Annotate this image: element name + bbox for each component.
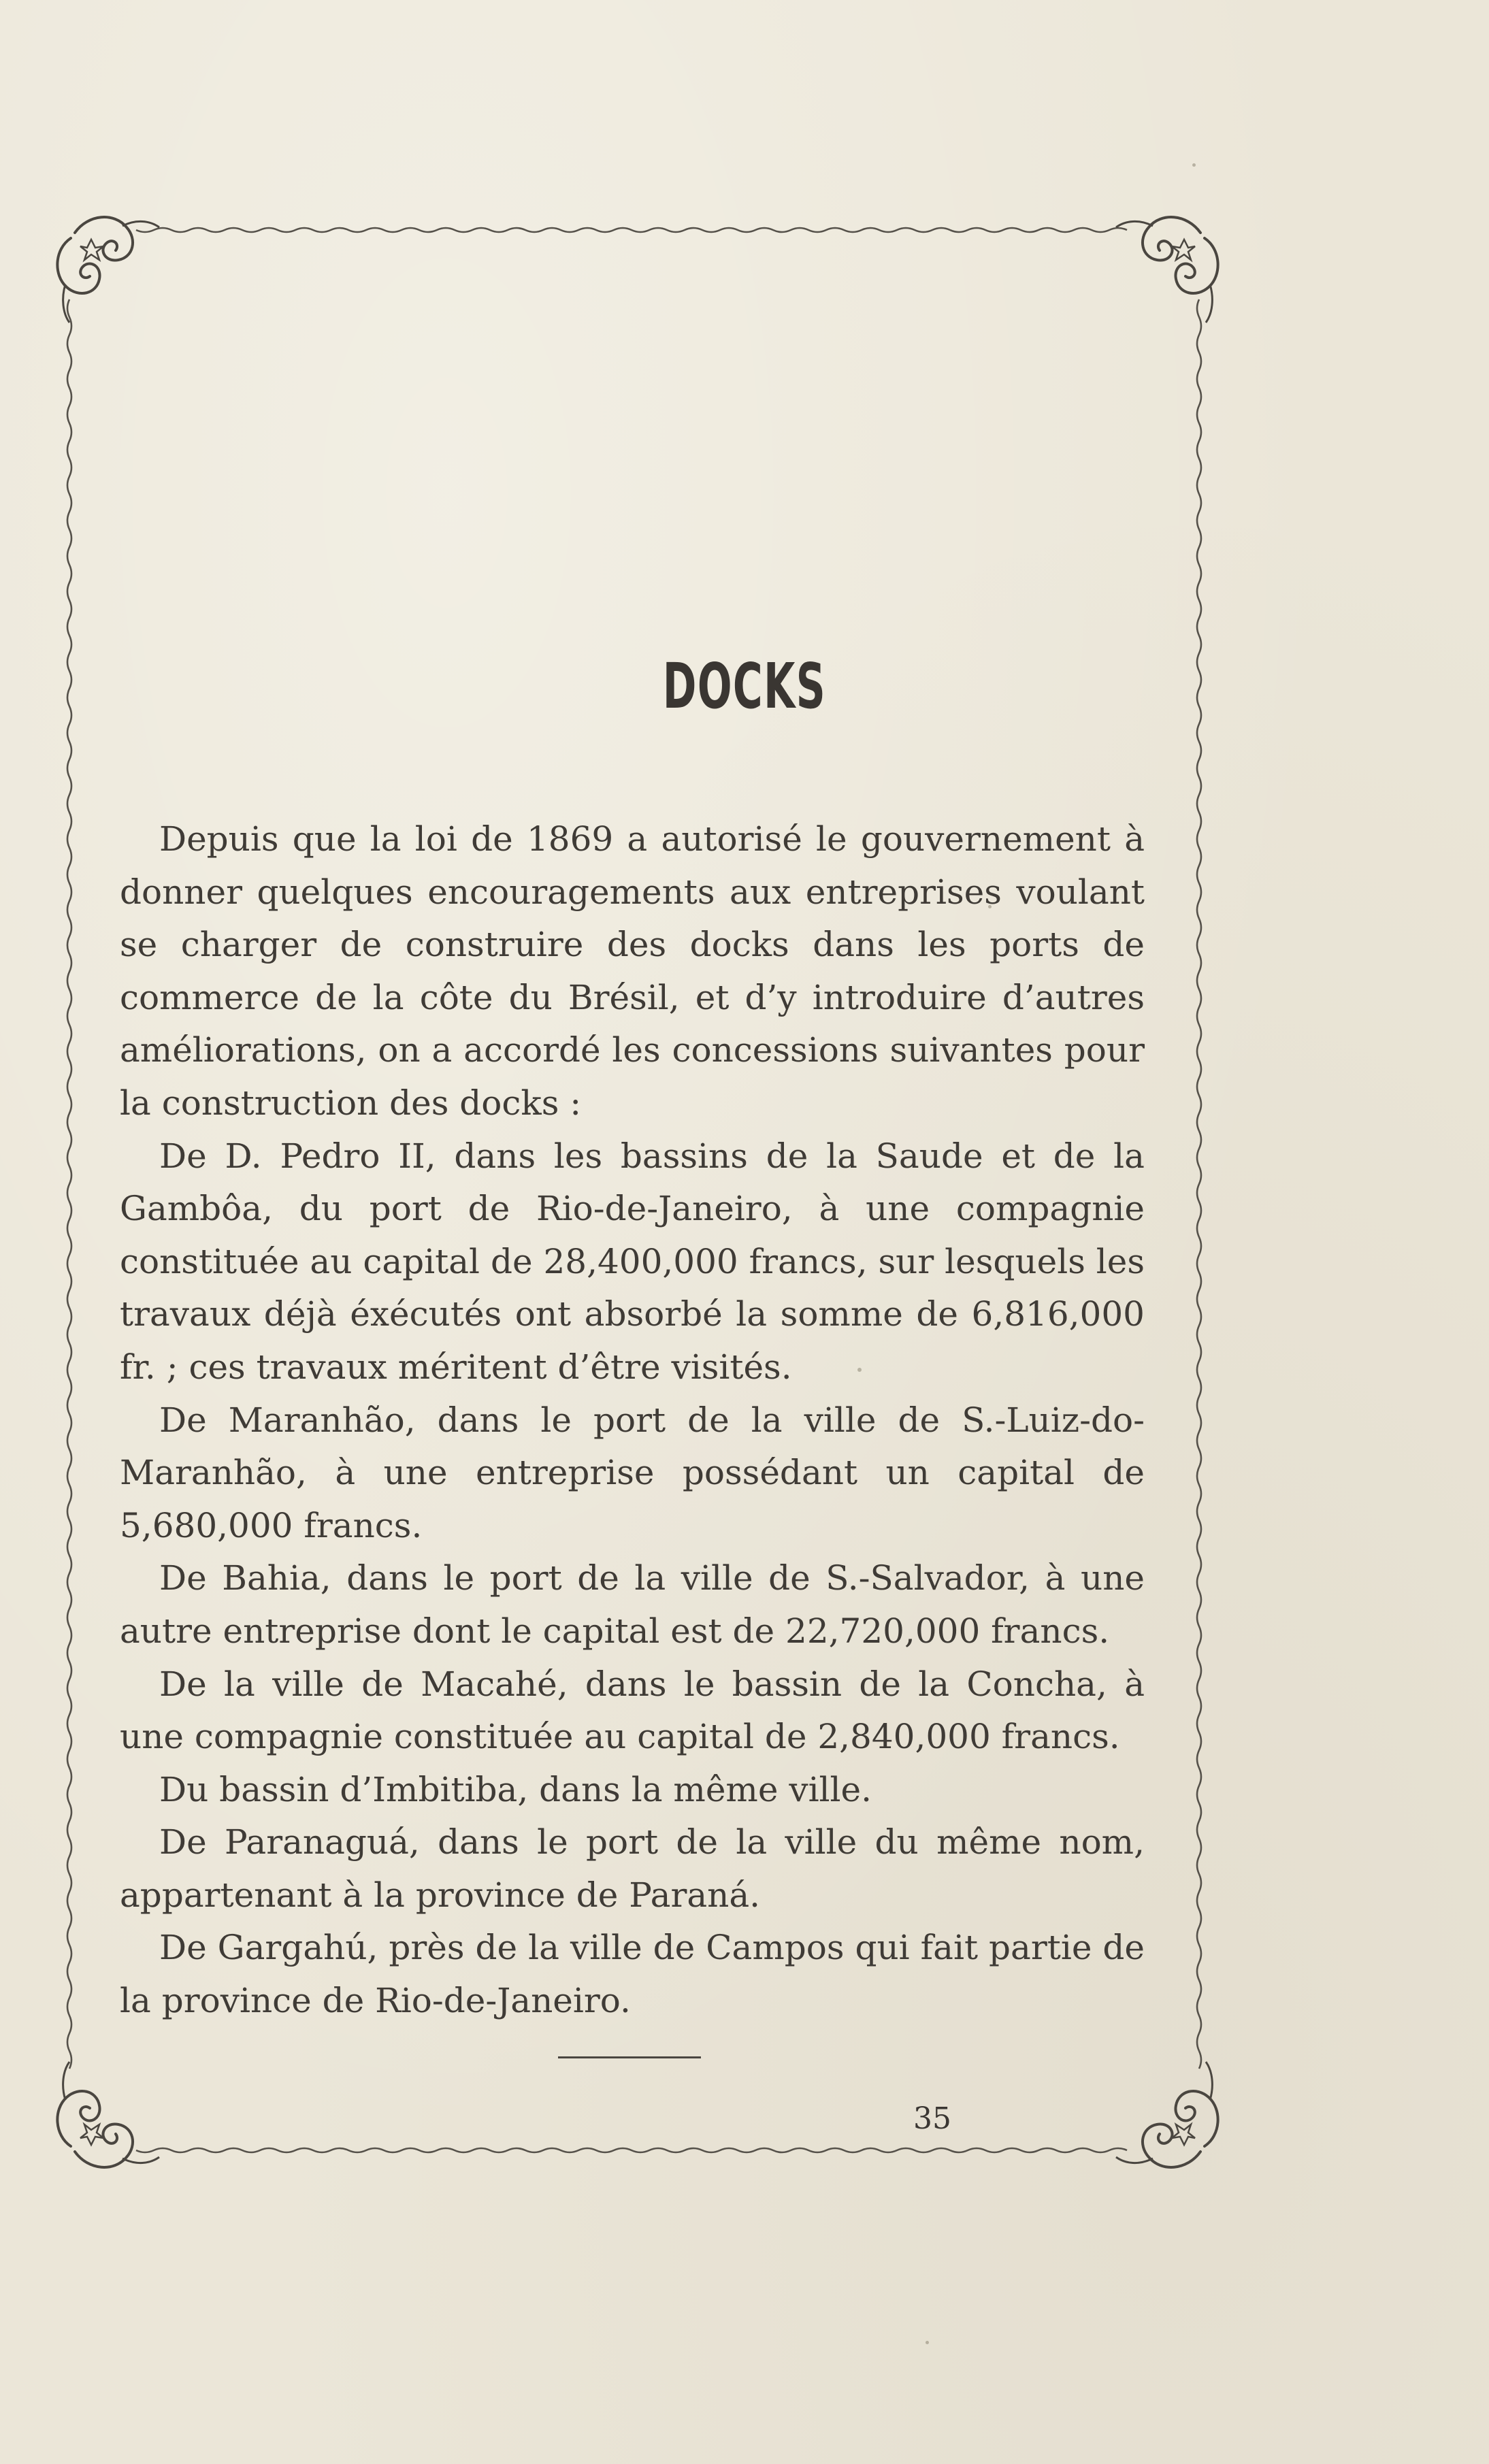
paragraph: De la ville de Macahé, dans le bassin de la Concha, à une compagnie constituée au capital de 2,840,000 francs. [120,1664,1145,1757]
page-number: 35 [913,2101,951,2136]
foxing-spot [988,905,992,908]
paragraph: De Paranaguá, dans le port de la ville du même nom, appartenant à la province de Paraná. [120,1822,1145,1915]
foxing-spot [1192,163,1196,167]
paragraph: De Bahia, dans le port de la ville de S.-Salvador, à une autre entreprise dont le capital est de 22,720,000 francs. [120,1558,1145,1651]
paragraph: Du bassin d’Imbitiba, dans la même ville. [159,1769,872,1809]
paragraph: De Maranhão, dans le port de la ville de S.-Luiz-do-Maranhão, à une entreprise possédant un capital de 5,680,000 francs. [120,1400,1145,1545]
paragraph: Depuis que la loi de 1869 a autorisé le gouvernement à donner quelques encouragements aux entreprises voulant se charger de construire des docks dans les ports de commerce de la côte du Brésil, et d’y introduire d’autres améliorations, on a accordé les concessions suivantes pour la construction des docks : [120,819,1145,1123]
paragraph: De D. Pedro II, dans les bassins de la Saude et de la Gambôa, du port de Rio-de-Janeiro, à une compagnie constituée au capital de 28,400,000 francs, sur lesquels les travaux déjà éxécutés ont absorbé la somme de 6,816,000 fr. ; ces travaux méritent d’être visités. [120,1136,1145,1387]
foxing-spot [926,2341,929,2344]
body-text [120,813,1145,2028]
closing-rule [558,2056,701,2058]
paragraph: De Gargahú, près de la ville de Campos qui fait partie de la province de Rio-de-Janeiro. [120,1928,1145,2021]
page-title: DOCKS [662,650,827,723]
foxing-spot [857,1368,862,1372]
